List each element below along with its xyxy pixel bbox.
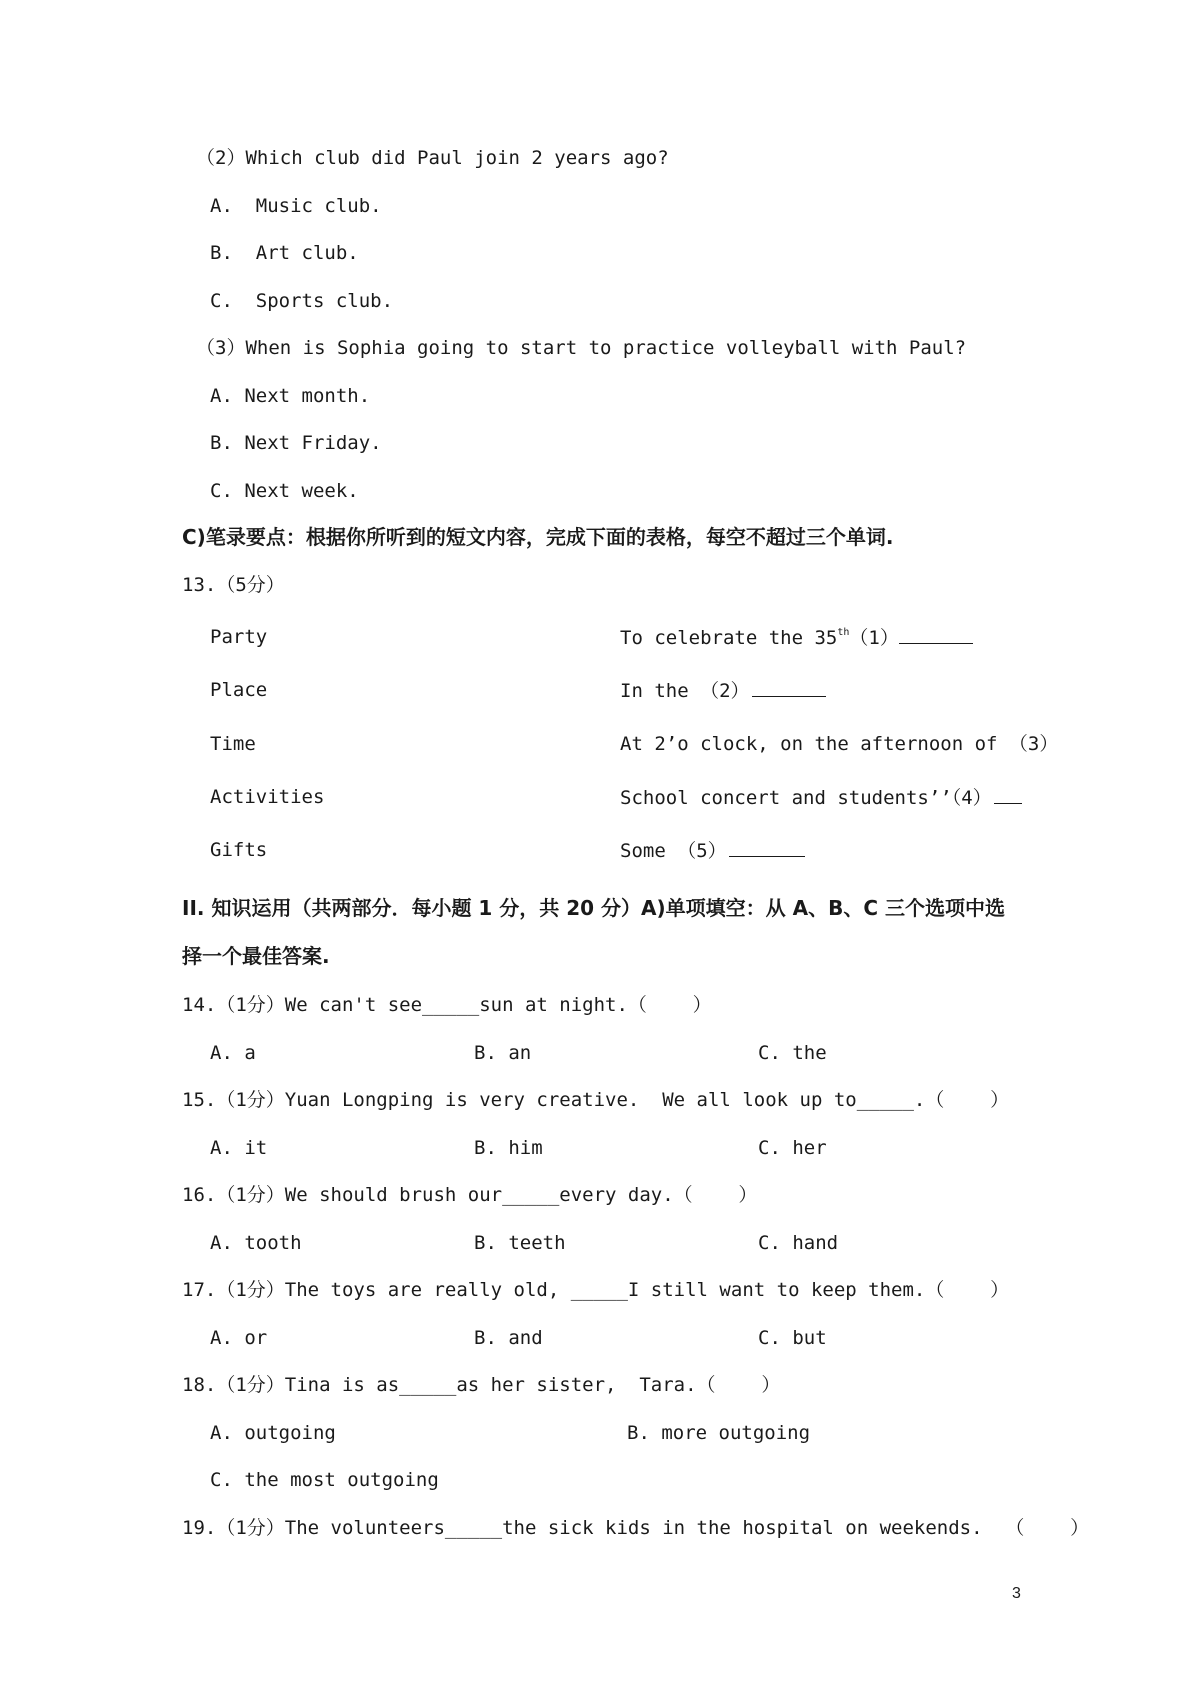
q14-option-c: C. the: [758, 1042, 827, 1064]
table-value-place: [620, 678, 826, 703]
q18-option-b: B. more outgoing: [627, 1422, 811, 1444]
gifts-text: Some （5）: [620, 840, 727, 862]
q17-option-b: B. and: [474, 1327, 543, 1349]
q16-option-c: C. hand: [758, 1232, 839, 1254]
section-c-instruction: C)笔录要点：根据你所听到的短文内容，完成下面的表格，每空不超过三个单词.: [182, 525, 894, 549]
table-value-gifts: [620, 838, 805, 863]
q12-3-question: （3）When is Sophia going to start to practice volleyball with Paul?: [196, 337, 967, 359]
q12-2-question: （2）Which club did Paul join 2 years ago?: [196, 147, 669, 169]
party-text: To celebrate the 35: [620, 627, 838, 649]
q16-stem: 16.（1分）We should brush our_____every day.（ ）: [182, 1184, 758, 1206]
q18-option-c: C. the most outgoing: [210, 1469, 439, 1491]
blank-5[interactable]: [729, 838, 805, 857]
page-number: 3: [1012, 1585, 1021, 1602]
blank-1[interactable]: [899, 625, 973, 644]
table-value-party: [620, 625, 973, 650]
q15-option-a: A. it: [210, 1137, 268, 1159]
q12-2-option-c: C. Sports club.: [210, 290, 394, 312]
q17-option-c: C. but: [758, 1327, 827, 1349]
table-label-party: Party: [210, 626, 268, 648]
party-superscript: th: [837, 627, 850, 638]
q16-option-a: A. tooth: [210, 1232, 302, 1254]
q15-option-c: C. her: [758, 1137, 827, 1159]
q12-3-option-c: C. Next week.: [210, 480, 359, 502]
blank-4[interactable]: [994, 785, 1022, 804]
q14-stem: 14.（1分）We can't see_____sun at night.（ ）: [182, 994, 712, 1016]
place-text: In the （2）: [620, 680, 750, 702]
section-ii-heading-line1: II. 知识运用（共两部分．每小题 1 分，共 20 分）A)单项填空：从 A、B、C 三个选项中选: [182, 896, 1005, 920]
table-label-gifts: Gifts: [210, 839, 268, 861]
q14-option-b: B. an: [474, 1042, 532, 1064]
table-label-place: Place: [210, 679, 268, 701]
q19-stem: 19.（1分）The volunteers_____the sick kids in the hospital on weekends. （ ）: [182, 1517, 1090, 1539]
q12-3-option-a: A. Next month.: [210, 385, 371, 407]
q12-2-option-a: A. Music club.: [210, 195, 382, 217]
section-ii-heading-line2: 择一个最佳答案.: [182, 944, 330, 968]
q18-option-a: A. outgoing: [210, 1422, 336, 1444]
q16-option-b: B. teeth: [474, 1232, 566, 1254]
party-after: （1）: [849, 627, 899, 649]
activities-text: School concert and students’’（4）: [620, 787, 992, 809]
table-value-time: At 2’o clock, on the afternoon of （3）: [620, 733, 1059, 755]
table-label-activities: Activities: [210, 786, 325, 808]
q12-3-option-b: B. Next Friday.: [210, 432, 382, 454]
table-label-time: Time: [210, 733, 256, 755]
q15-option-b: B. him: [474, 1137, 543, 1159]
table-value-activities: [620, 785, 1022, 810]
blank-2[interactable]: [752, 678, 826, 697]
q12-2-option-b: B. Art club.: [210, 242, 359, 264]
q13-label: 13.（5分）: [182, 574, 285, 596]
q14-option-a: A. a: [210, 1042, 256, 1064]
q15-stem: 15.（1分）Yuan Longping is very creative. We all look up to_____.（ ）: [182, 1089, 1010, 1111]
q17-option-a: A. or: [210, 1327, 268, 1349]
q18-stem: 18.（1分）Tina is as_____as her sister, Tara.（ ）: [182, 1374, 781, 1396]
q17-stem: 17.（1分）The toys are really old, _____I still want to keep them.（ ）: [182, 1279, 1010, 1301]
